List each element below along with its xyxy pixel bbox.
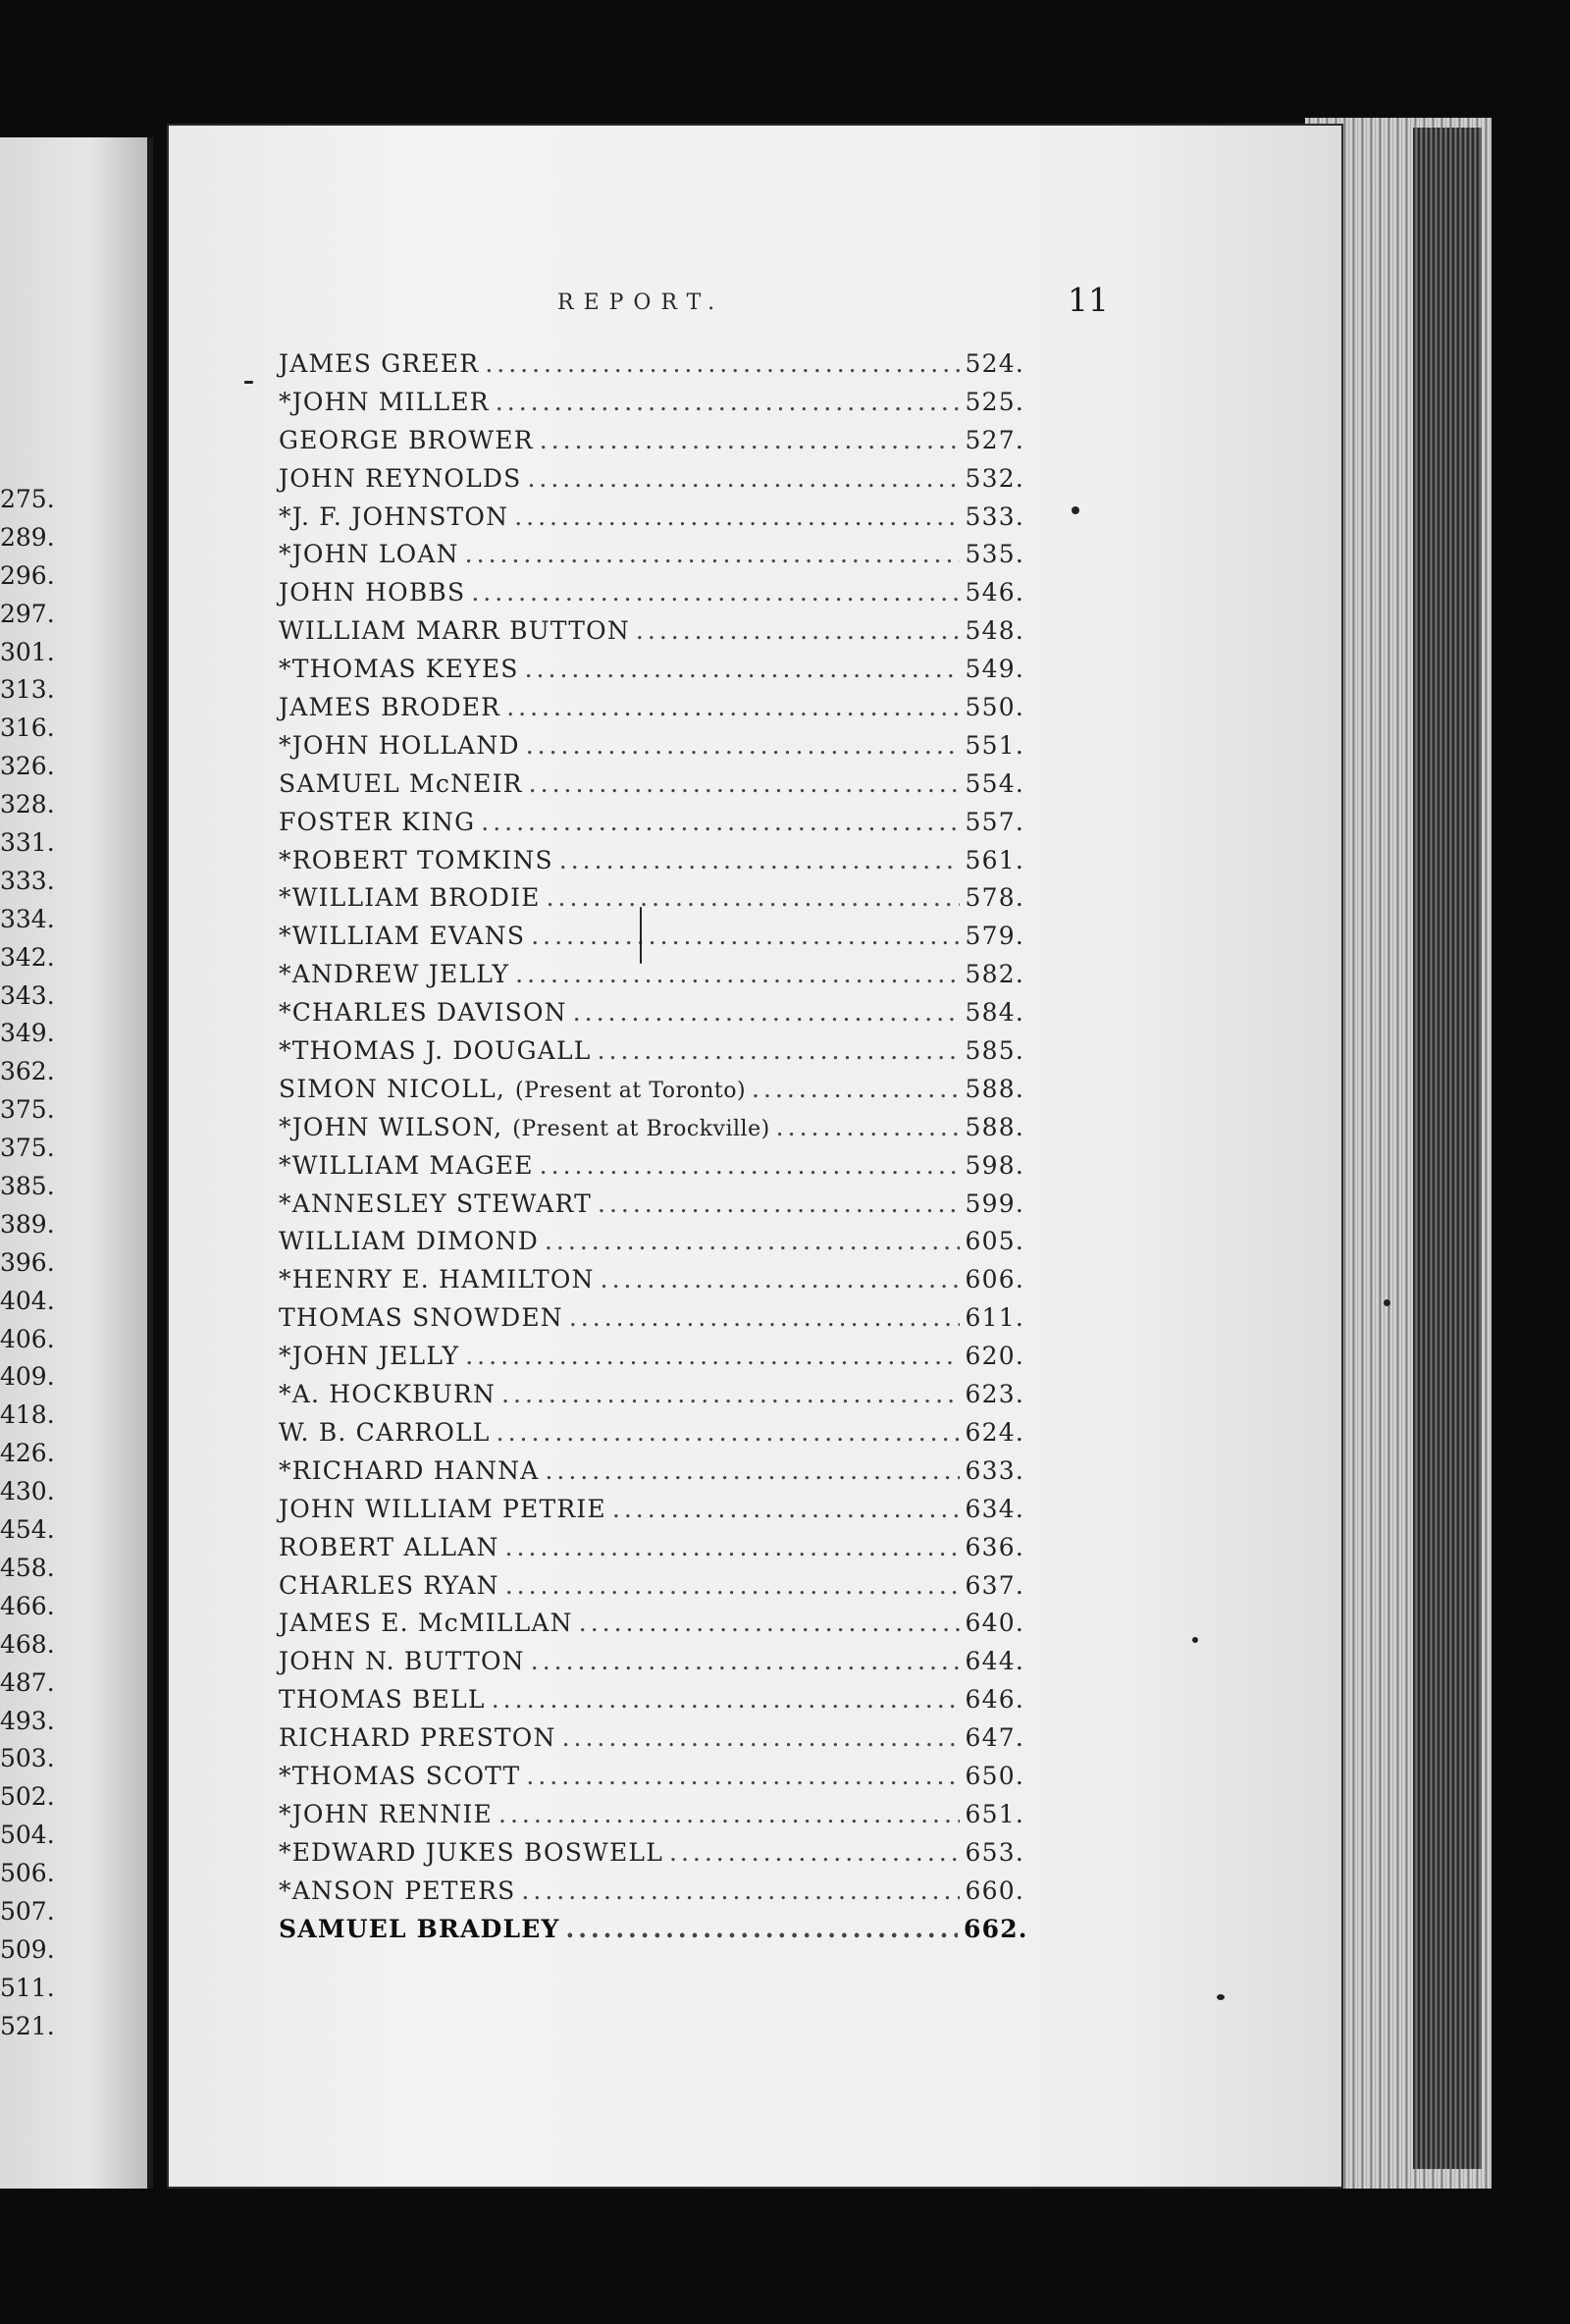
- entry-name: *EDWARD JUKES BOSWELL: [279, 1837, 664, 1867]
- entry-name: *JOHN HOLLAND: [279, 730, 520, 760]
- entry-name: *WILLIAM MAGEE: [279, 1150, 534, 1180]
- entry-number: 554.: [965, 768, 1024, 798]
- entry-row: [279, 1758, 1024, 1796]
- entry-number: 579.: [965, 922, 1024, 951]
- entry-name: *THOMAS J. DOUGALL: [279, 1036, 592, 1066]
- entry-name: SAMUEL BRADLEY: [279, 1914, 560, 1943]
- entry-number: 633.: [965, 1455, 1024, 1485]
- left-page-number: 331.: [0, 828, 55, 858]
- entry-number: 585.: [965, 1036, 1024, 1066]
- entry-row: [279, 612, 1024, 651]
- left-page-number: 409.: [0, 1362, 55, 1392]
- dot-leader: [481, 804, 959, 842]
- entry-number: 532.: [965, 463, 1024, 493]
- dot-leader: [598, 1186, 960, 1224]
- entry-number: 561.: [965, 845, 1024, 874]
- left-page-number: 466.: [0, 1591, 55, 1620]
- dot-leader: [531, 918, 959, 956]
- entry-name: JOHN REYNOLDS: [279, 463, 522, 493]
- dot-leader: [526, 1758, 959, 1796]
- dot-leader: [598, 1032, 960, 1071]
- left-page-number: 487.: [0, 1667, 55, 1697]
- left-page-number: 385.: [0, 1172, 55, 1201]
- dot-leader: [562, 1719, 960, 1758]
- entry-row: [279, 651, 1024, 689]
- entry-number: 588.: [965, 1074, 1024, 1103]
- entry-number: 640.: [965, 1609, 1024, 1638]
- entry-number: 550.: [965, 693, 1024, 722]
- left-page-number: 316.: [0, 713, 55, 743]
- entry-number: 605.: [965, 1227, 1024, 1256]
- dot-leader: [498, 1796, 960, 1834]
- left-page-number: 506.: [0, 1859, 55, 1888]
- dot-leader: [566, 1911, 958, 1949]
- left-page-number: 296.: [0, 560, 55, 590]
- entry-name: CHARLES RYAN: [279, 1570, 499, 1600]
- entry-row: [279, 1414, 1024, 1452]
- entry-row: [279, 879, 1024, 918]
- entry-row: [279, 384, 1024, 422]
- left-page-number-column: [0, 481, 55, 2046]
- left-page-number: 406.: [0, 1324, 55, 1353]
- dot-leader: [569, 1299, 960, 1338]
- dot-leader: [497, 1414, 960, 1452]
- entry-row: [279, 994, 1024, 1032]
- dot-leader: [531, 1643, 960, 1681]
- entry-number: 557.: [965, 807, 1024, 836]
- left-page-number: 333.: [0, 866, 55, 895]
- dot-leader: [505, 1529, 960, 1567]
- entry-name: *THOMAS KEYES: [279, 655, 519, 684]
- ink-speck: [244, 381, 253, 384]
- entry-row: [279, 1911, 1028, 1949]
- entry-row: [279, 1529, 1024, 1567]
- entry-row: [279, 1796, 1024, 1834]
- entry-row: [279, 842, 1024, 880]
- entry-name: RICHARD PRESTON: [279, 1723, 556, 1753]
- entry-name: JOHN HOBBS: [279, 578, 466, 607]
- entry-name: *ANSON PETERS: [279, 1875, 516, 1905]
- left-page-number: 328.: [0, 790, 55, 819]
- entry-name: *WILLIAM EVANS: [279, 922, 526, 951]
- entry-name: *JOHN MILLER: [279, 387, 490, 416]
- left-page-number: 289.: [0, 522, 55, 552]
- dot-leader: [514, 499, 959, 537]
- entry-number: 620.: [965, 1342, 1024, 1371]
- entry-name: *J. F. JOHNSTON: [279, 502, 509, 531]
- dot-leader: [540, 422, 960, 460]
- dot-leader: [612, 1491, 960, 1529]
- dot-leader: [529, 766, 960, 804]
- entry-name: JAMES GREER: [279, 349, 480, 378]
- dot-leader: [752, 1071, 959, 1109]
- entry-row: [279, 1376, 1024, 1414]
- entry-number: 578.: [965, 883, 1024, 913]
- left-page-number: 275.: [0, 485, 55, 513]
- dot-leader: [545, 1223, 960, 1261]
- left-page-number: 503.: [0, 1744, 55, 1773]
- ink-speck: [1192, 1637, 1198, 1643]
- left-page-number: 349.: [0, 1019, 55, 1048]
- entry-name: THOMAS BELL: [279, 1685, 486, 1715]
- entry-number: 584.: [965, 998, 1024, 1028]
- entry-row: [279, 1452, 1024, 1491]
- entry-row: [279, 766, 1024, 804]
- left-page-number: 326.: [0, 752, 55, 781]
- entry-number: 637.: [965, 1570, 1024, 1600]
- left-page-number: 426.: [0, 1439, 55, 1468]
- dot-leader: [545, 1452, 959, 1491]
- left-page-number: 389.: [0, 1209, 55, 1239]
- dot-leader: [496, 384, 960, 422]
- dot-leader: [573, 994, 960, 1032]
- entry-row: [279, 1071, 1024, 1109]
- entry-name: *THOMAS SCOTT: [279, 1761, 521, 1790]
- entry-number: 588.: [965, 1112, 1024, 1141]
- left-page-number: 509.: [0, 1934, 55, 1964]
- entry-name: GEORGE BROWER: [279, 425, 534, 454]
- entry-number: 598.: [965, 1150, 1024, 1180]
- dot-leader: [559, 842, 960, 880]
- dot-leader: [540, 1147, 960, 1186]
- entry-row: [279, 1873, 1024, 1911]
- entry-number: 644.: [965, 1647, 1024, 1676]
- entry-name: *HENRY E. HAMILTON: [279, 1265, 595, 1294]
- entry-number: 606.: [965, 1265, 1024, 1294]
- left-page-number: 511.: [0, 1973, 55, 2002]
- entry-row: [279, 422, 1024, 460]
- entry-row: [279, 536, 1024, 574]
- entry-number: 525.: [965, 387, 1024, 416]
- entry-row: [279, 1261, 1024, 1299]
- entry-number: 524.: [965, 349, 1024, 378]
- left-page-number: 343.: [0, 980, 55, 1010]
- entry-row: [279, 1681, 1024, 1719]
- entry-number: 599.: [965, 1188, 1024, 1218]
- entry-note: (Present at Brockville): [512, 1116, 770, 1141]
- dot-leader: [465, 1338, 959, 1376]
- dot-leader: [506, 689, 959, 727]
- entry-name: *JOHN WILSON,: [279, 1112, 503, 1141]
- entry-row: [279, 499, 1024, 537]
- entry-number: 650.: [965, 1761, 1024, 1790]
- left-page-number: 493.: [0, 1706, 55, 1735]
- entry-name: FOSTER KING: [279, 807, 476, 836]
- left-page-number: 504.: [0, 1821, 55, 1850]
- entry-note: (Present at Toronto): [515, 1078, 747, 1103]
- entry-number: 624.: [965, 1417, 1024, 1447]
- entry-name: *JOHN RENNIE: [279, 1799, 493, 1828]
- dot-leader: [505, 1567, 960, 1606]
- entry-number: 549.: [965, 655, 1024, 684]
- left-page-number: 362.: [0, 1057, 55, 1086]
- entry-number: 582.: [965, 960, 1024, 989]
- entry-row: [279, 1643, 1024, 1681]
- entry-name: WILLIAM DIMOND: [279, 1227, 539, 1256]
- left-page-number: 313.: [0, 675, 55, 705]
- entry-number: 535.: [965, 540, 1024, 569]
- dot-leader: [579, 1605, 960, 1643]
- entry-name: ROBERT ALLAN: [279, 1532, 499, 1561]
- left-page-number: 418.: [0, 1400, 55, 1430]
- entry-row: [279, 1567, 1024, 1606]
- entry-name: JAMES BRODER: [279, 693, 501, 722]
- entry-row: [279, 1605, 1024, 1643]
- entry-row: [279, 1223, 1024, 1261]
- left-page-number: 375.: [0, 1134, 55, 1163]
- entry-number: 636.: [965, 1532, 1024, 1561]
- entry-number: 611.: [965, 1303, 1024, 1333]
- dot-leader: [471, 574, 959, 612]
- dot-leader: [501, 1376, 959, 1414]
- entry-number: 546.: [965, 578, 1024, 607]
- dot-leader: [601, 1261, 960, 1299]
- entry-number: 548.: [965, 616, 1024, 646]
- entry-number: 533.: [965, 502, 1024, 531]
- left-page-number: 507.: [0, 1896, 55, 1926]
- entry-name: *JOHN LOAN: [279, 540, 459, 569]
- entry-name: THOMAS SNOWDEN: [279, 1303, 563, 1333]
- left-page-number: 375.: [0, 1095, 55, 1125]
- entry-number: 662.: [964, 1914, 1028, 1943]
- left-page-number: 297.: [0, 599, 55, 628]
- ink-speck: [1217, 1994, 1225, 2000]
- left-page-number: 458.: [0, 1553, 55, 1582]
- entry-name: WILLIAM MARR BUTTON: [279, 616, 630, 646]
- entry-number: 623.: [965, 1380, 1024, 1409]
- entry-number: 646.: [965, 1685, 1024, 1715]
- entry-name: JOHN N. BUTTON: [279, 1647, 525, 1676]
- left-page-number: 454.: [0, 1515, 55, 1545]
- dot-leader: [485, 345, 959, 384]
- entry-row: [279, 1719, 1024, 1758]
- entry-name: W. B. CARROLL: [279, 1417, 491, 1447]
- entry-number: 660.: [965, 1875, 1024, 1905]
- dot-leader: [669, 1834, 960, 1873]
- left-page-number: 430.: [0, 1477, 55, 1506]
- entry-row: [279, 1491, 1024, 1529]
- left-page-number: 396.: [0, 1247, 55, 1277]
- entry-number: 551.: [965, 730, 1024, 760]
- dot-leader: [525, 651, 960, 689]
- entry-list: [279, 345, 1028, 1948]
- entry-name: *ANNESLEY STEWART: [279, 1188, 592, 1218]
- dot-leader: [527, 460, 959, 499]
- entry-row: [279, 956, 1024, 994]
- entry-row: [279, 918, 1024, 956]
- entry-number: 647.: [965, 1723, 1024, 1753]
- entry-name: JOHN WILLIAM PETRIE: [279, 1494, 606, 1523]
- entry-row: [279, 1032, 1024, 1071]
- entry-name: *ROBERT TOMKINS: [279, 845, 553, 874]
- entry-name: *ANDREW JELLY: [279, 960, 510, 989]
- dot-leader: [521, 1873, 959, 1911]
- entry-row: [279, 689, 1024, 727]
- entry-row: [279, 1338, 1024, 1376]
- dot-leader: [515, 956, 959, 994]
- ink-speck: [640, 907, 642, 964]
- entry-row: [279, 727, 1024, 766]
- ink-speck: [1072, 506, 1079, 514]
- entry-number: 653.: [965, 1837, 1024, 1867]
- entry-name: SIMON NICOLL,: [279, 1074, 506, 1103]
- ink-speck: [1384, 1299, 1390, 1306]
- entry-row: [279, 574, 1024, 612]
- entry-name: JAMES E. McMILLAN: [279, 1609, 573, 1638]
- entry-row: [279, 1299, 1024, 1338]
- dot-leader: [465, 536, 960, 574]
- entry-row: [279, 1834, 1024, 1873]
- entry-row: [279, 345, 1024, 384]
- entry-row: [279, 1109, 1024, 1147]
- entry-row: [279, 804, 1024, 842]
- entry-name: *RICHARD HANNA: [279, 1455, 540, 1485]
- dot-leader: [492, 1681, 960, 1719]
- entry-row: [279, 1186, 1024, 1224]
- left-page-number: 404.: [0, 1286, 55, 1315]
- left-page-number: 334.: [0, 904, 55, 933]
- dot-leader: [776, 1109, 960, 1147]
- left-page-number: 468.: [0, 1629, 55, 1659]
- entry-name: *CHARLES DAVISON: [279, 998, 567, 1028]
- entry-number: 651.: [965, 1799, 1024, 1828]
- running-head: REPORT.: [557, 290, 725, 315]
- left-page-number: 342.: [0, 942, 55, 972]
- entry-row: [279, 1147, 1024, 1186]
- book-spine-edges: [1413, 128, 1482, 2169]
- dot-leader: [526, 727, 960, 766]
- entry-name: *WILLIAM BRODIE: [279, 883, 541, 913]
- left-page-number: 301.: [0, 637, 55, 666]
- entry-name: *JOHN JELLY: [279, 1342, 460, 1371]
- page-number: 11: [1068, 281, 1109, 319]
- entry-name: *A. HOCKBURN: [279, 1380, 497, 1409]
- entry-number: 527.: [965, 425, 1024, 454]
- dot-leader: [547, 879, 960, 918]
- entry-row: [279, 460, 1024, 499]
- entry-name: SAMUEL McNEIR: [279, 768, 523, 798]
- entry-number: 634.: [965, 1494, 1024, 1523]
- left-page-number: 502.: [0, 1782, 55, 1812]
- left-facing-page: [0, 137, 153, 2189]
- left-page-number: 521.: [0, 2011, 55, 2040]
- dot-leader: [636, 612, 960, 651]
